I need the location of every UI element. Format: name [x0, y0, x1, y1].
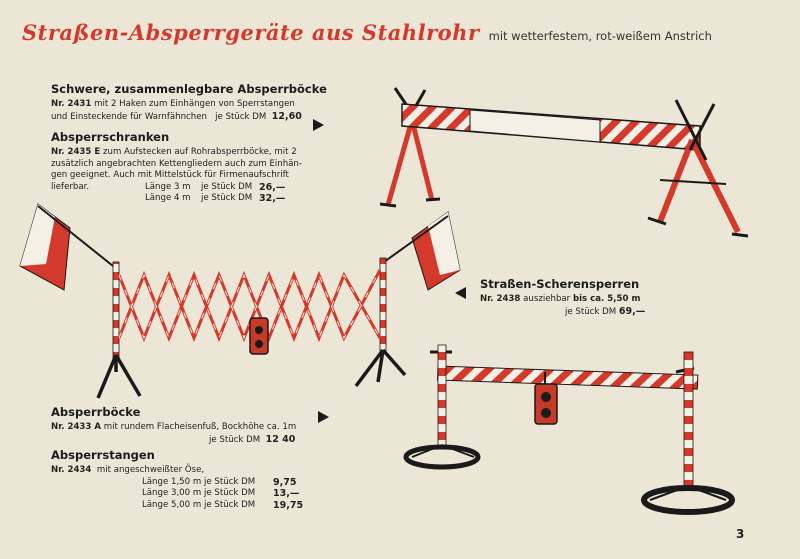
unit-label: je Stück DM — [565, 306, 617, 317]
section-heading: Straßen-Scherensperren — [480, 277, 640, 291]
price: 69,— — [618, 305, 646, 317]
article-number: Nr. 2438 — [480, 294, 521, 304]
description: mit 2 Haken zum Einhängen von Sperrstangen — [94, 99, 295, 109]
pole-stands-illustration — [406, 345, 732, 512]
article-number: Nr. 2435 E — [51, 147, 101, 157]
description: zum Aufstecken auf Rohrabsperrböcke, mit 2 — [102, 147, 297, 157]
price: 19,75 — [273, 499, 304, 511]
page-number: 3 — [736, 527, 745, 541]
unit-label: je Stück DM — [209, 434, 261, 445]
title-subtitle: mit wetterfestem, rot-weißem Anstrich — [488, 29, 712, 43]
barrier-illustration — [380, 88, 748, 236]
unit-label: je Stück DM — [204, 476, 256, 487]
title-script: Straßen-Absperrgeräte aus Stahlrohr — [22, 20, 480, 45]
unit-label: je Stück DM — [204, 488, 256, 499]
description: und Einsteckende für Warnfähnchen — [51, 111, 207, 122]
traffic-lamp-icon — [250, 318, 268, 354]
price: 26,— — [259, 181, 286, 193]
price: 9,75 — [273, 476, 297, 488]
scissor-gate-illustration — [20, 204, 460, 398]
section-heading: Absperrböcke — [51, 405, 141, 419]
length-label: Länge 3 m — [145, 181, 191, 192]
length-label: Länge 4 m — [145, 193, 191, 204]
description: gen geeignet. Auch mit Mittelstück für Firmenaufschrift — [51, 170, 289, 181]
price: 32,— — [259, 193, 286, 205]
length-label: Länge 3,00 m — [142, 488, 202, 499]
description: mit rundem Flacheisenfuß, Bockhöhe ca. 1m — [103, 422, 297, 432]
price: 13,— — [273, 488, 300, 500]
article-number: Nr. 2434 — [51, 465, 92, 475]
section-heading: Schwere, zusammenlegbare Absperrböcke — [51, 82, 327, 96]
article-number: Nr. 2431 — [51, 99, 92, 109]
unit-label: je Stück DM — [201, 193, 253, 204]
description: lieferbar. — [51, 181, 90, 192]
description: bis ca. 5,50 m — [572, 294, 641, 304]
price: 12,60 — [271, 110, 302, 122]
length-label: Länge 1,50 m — [142, 476, 202, 487]
section-heading: Absperrstangen — [51, 448, 155, 462]
unit-label: je Stück DM — [201, 181, 253, 192]
description: zusätzlich angebrachten Kettengliedern auch zum Einhän- — [51, 158, 302, 169]
article-number: Nr. 2433 A — [51, 422, 102, 432]
section-heading: Absperrschranken — [51, 130, 170, 144]
length-label: Länge 5,00 m — [142, 499, 202, 510]
unit-label: je Stück DM — [204, 499, 256, 510]
description: ausziehbar — [523, 294, 571, 304]
price: 12 40 — [265, 433, 296, 445]
description: mit angeschweißter Öse, — [96, 465, 205, 475]
unit-label: je Stück DM — [215, 111, 267, 122]
